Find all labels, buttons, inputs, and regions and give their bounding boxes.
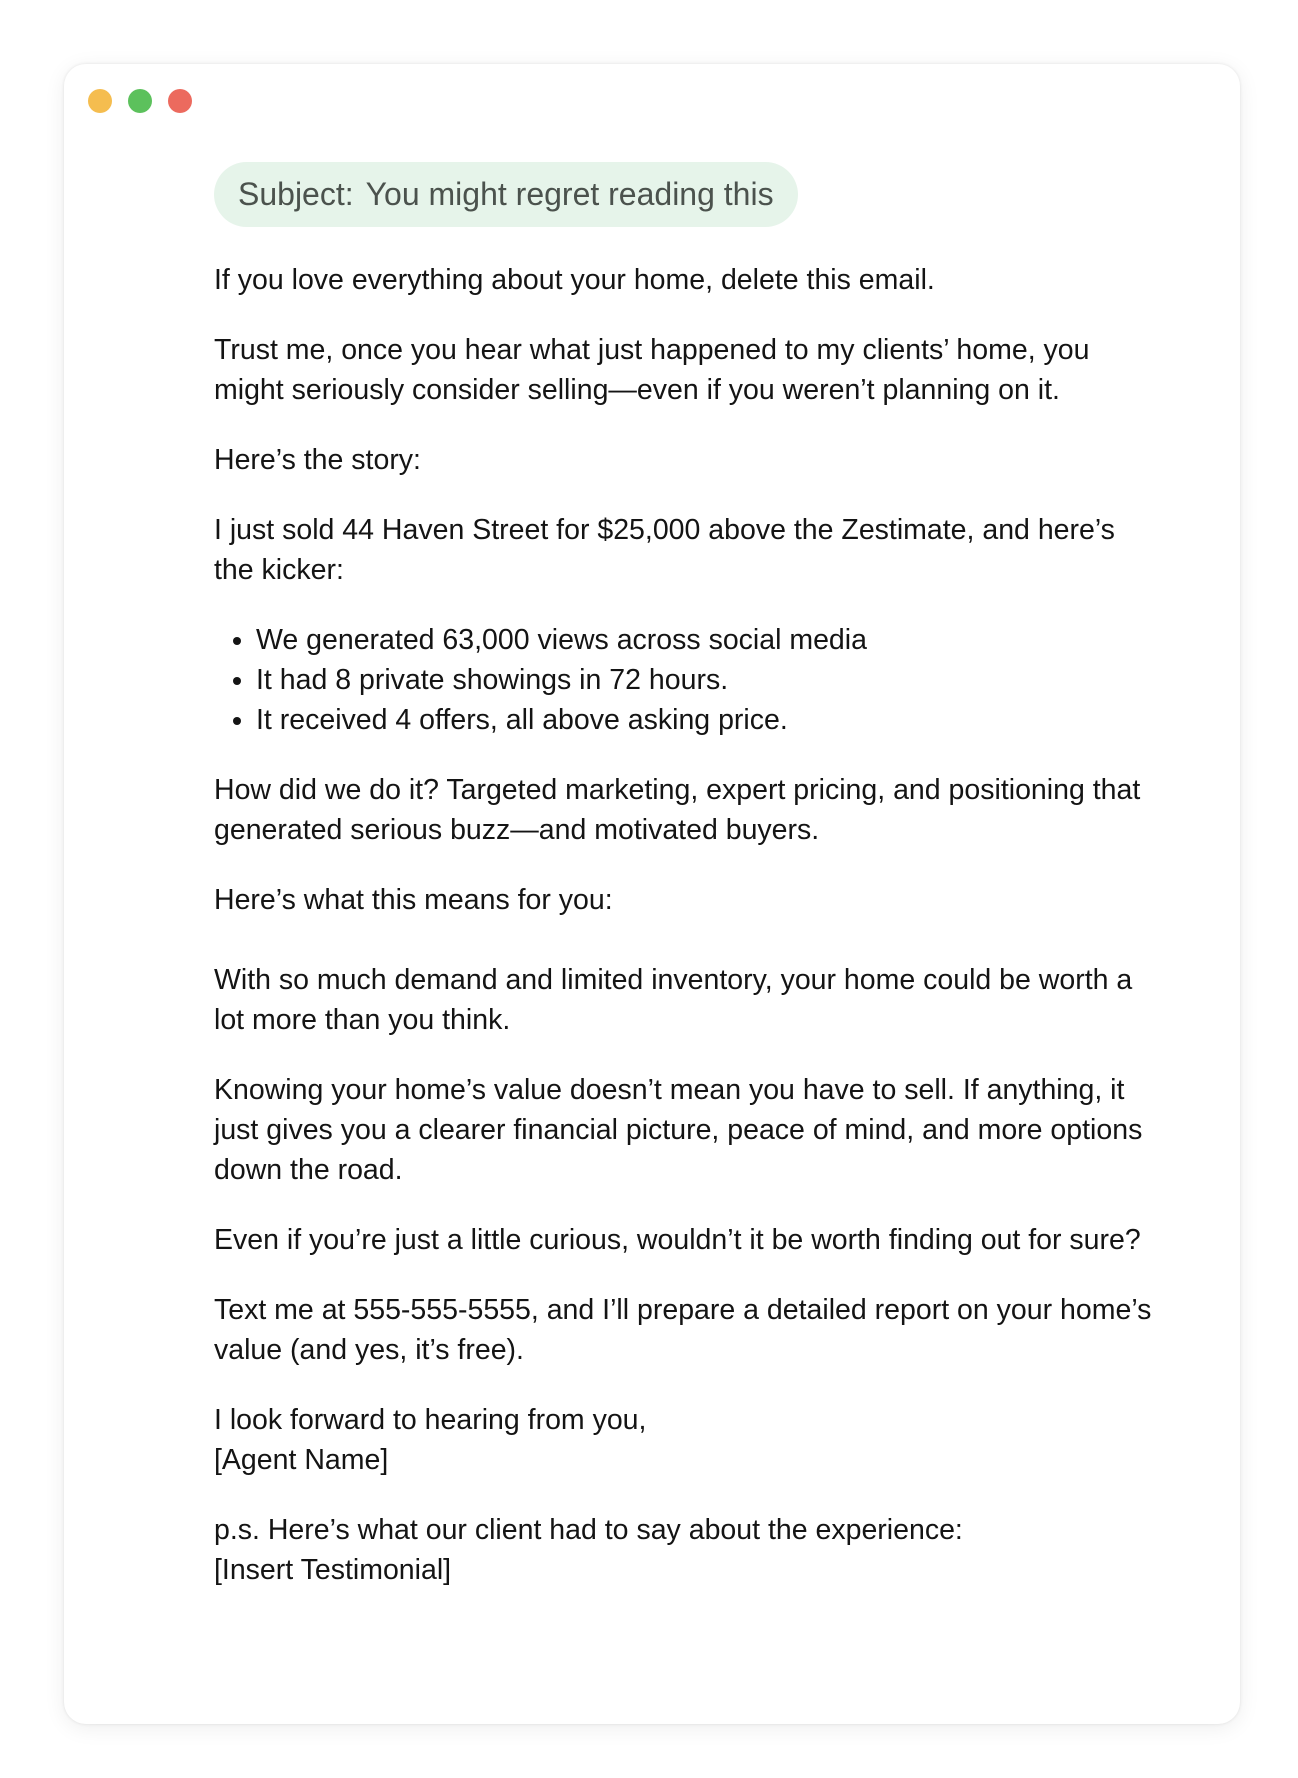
subject-text: You might regret reading this — [365, 176, 774, 212]
subject-pill — [214, 162, 798, 227]
paragraph-means-heading: Here’s what this means for you: — [214, 884, 613, 916]
paragraph-demand: With so much demand and limited inventory, your home could be worth a lot more than you think. — [214, 964, 1133, 1036]
window-controls — [88, 89, 192, 113]
paragraph-sale: I just sold 44 Haven Street for $25,000 above the Zestimate, and here’s the kicker: — [214, 514, 1115, 586]
list-item: • It received 4 offers, all above asking price. — [256, 700, 1154, 740]
ps-line: p.s. Here’s what our client had to say about the experience: — [214, 1514, 963, 1546]
paragraph-value: Knowing your home’s value doesn’t mean you have to sell. If anything, it just gives you a clearer financial picture, peace of mind, and more options down the road. — [214, 1074, 1143, 1186]
paragraph-intro: If you love everything about your home, delete this email. — [214, 264, 935, 296]
signoff — [214, 1400, 1154, 1480]
minimize-dot[interactable] — [88, 89, 112, 113]
results-list — [214, 620, 1154, 740]
closing-line: I look forward to hearing from you, — [214, 1404, 647, 1436]
list-item: • It had 8 private showings in 72 hours. — [256, 660, 1154, 700]
paragraph-how: How did we do it? Targeted marketing, expert pricing, and positioning that generated serious buzz—and motivated buyers. — [214, 774, 1141, 846]
close-dot[interactable] — [168, 89, 192, 113]
maximize-dot[interactable] — [128, 89, 152, 113]
signature-placeholder: [Agent Name] — [214, 1444, 389, 1476]
paragraph-curious: Even if you’re just a little curious, wouldn’t it be worth finding out for sure? — [214, 1224, 1141, 1256]
postscript — [214, 1510, 1154, 1590]
email-window — [64, 64, 1240, 1724]
email-body — [214, 162, 1154, 1620]
subject-label: Subject: — [238, 176, 354, 212]
list-item: • We generated 63,000 views across social media — [256, 620, 1154, 660]
testimonial-placeholder: [Insert Testimonial] — [214, 1554, 452, 1586]
paragraph-cta: Text me at 555-555-5555, and I’ll prepare a detailed report on your home’s value (and yes, it’s free). — [214, 1294, 1152, 1366]
paragraph-story-heading: Here’s the story: — [214, 444, 421, 476]
paragraph-trust: Trust me, once you hear what just happened to my clients’ home, you might seriously consider selling—even if you weren’t planning on it. — [214, 334, 1090, 406]
